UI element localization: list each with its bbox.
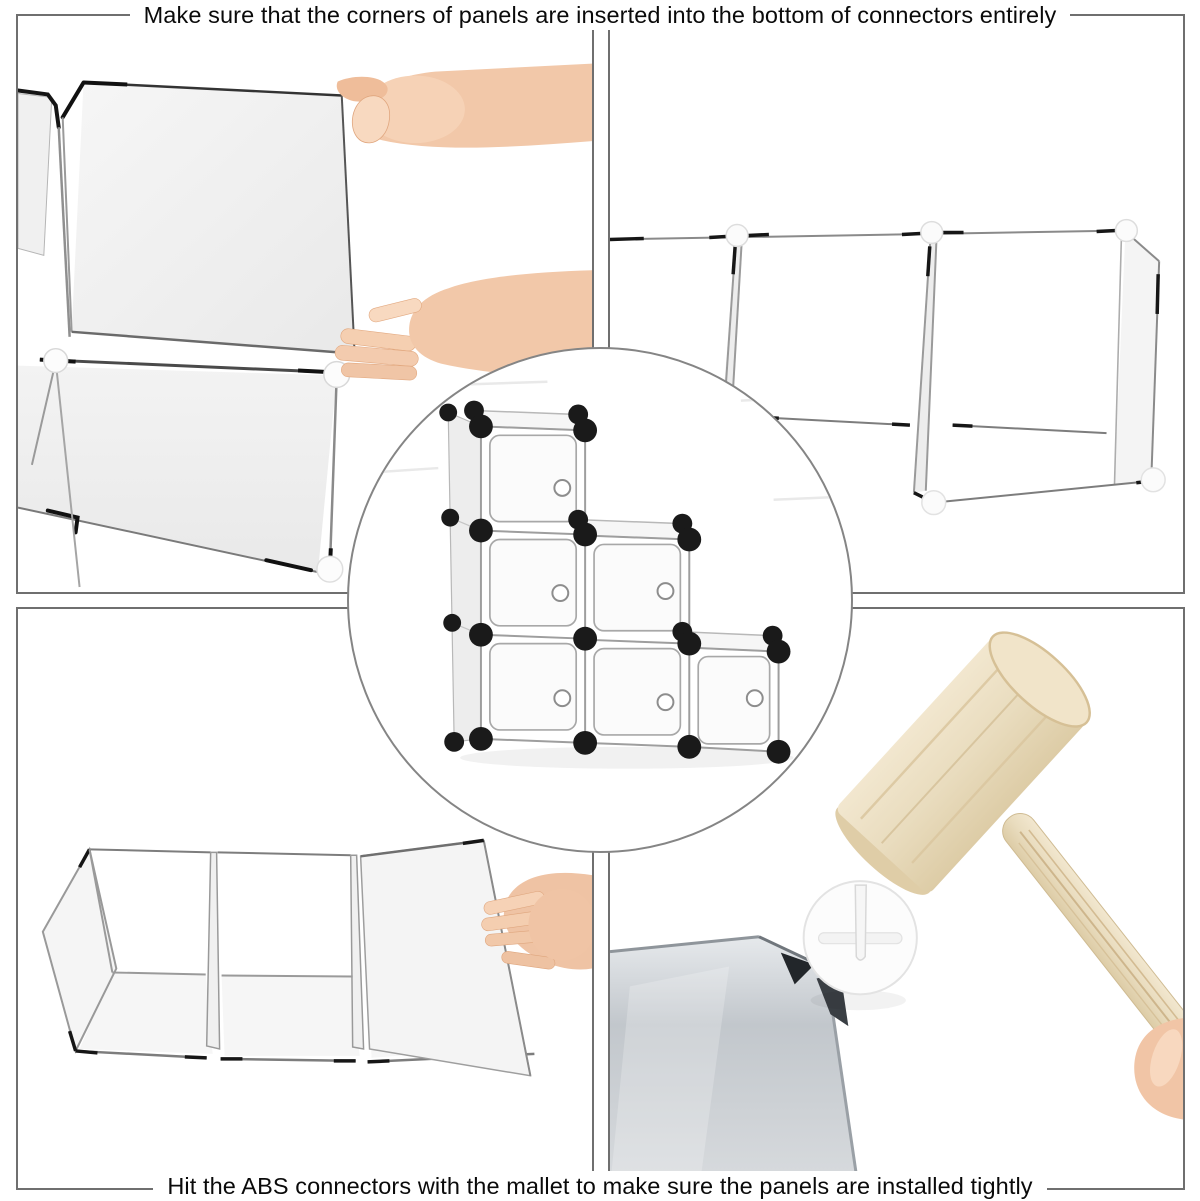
- side-panel-edge: [18, 90, 70, 336]
- assembled-organizer: [349, 349, 851, 851]
- white-panel: [63, 83, 355, 354]
- product-inset-circle: [347, 347, 853, 853]
- caption-top-text: Make sure that the corners of panels are inserted into the bottom of connectors entirely: [130, 0, 1071, 30]
- hand: [1134, 1018, 1183, 1119]
- upper-hand: [337, 64, 592, 148]
- mallet-handle: [996, 807, 1183, 1052]
- floor-panel: [18, 366, 337, 573]
- cube-doors: [490, 435, 770, 744]
- cube-side-face: [448, 412, 481, 741]
- caption-bottom-text: Hit the ABS connectors with the mallet to make sure the panels are installed tightly: [153, 1171, 1046, 1201]
